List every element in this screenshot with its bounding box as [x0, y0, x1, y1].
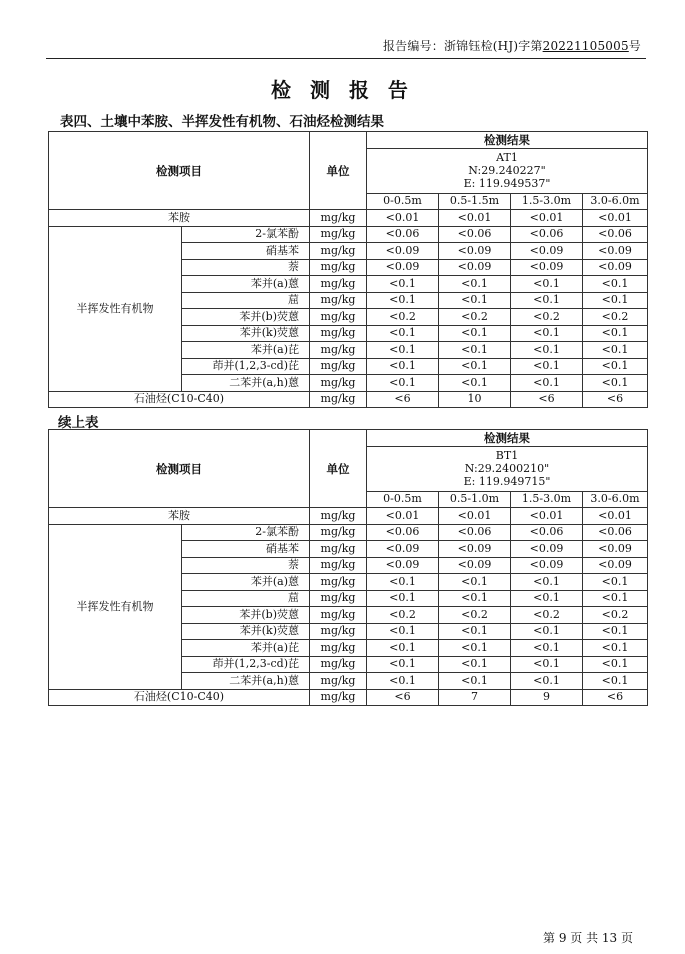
site-longitude: E: 119.949715" — [463, 475, 551, 488]
value-cell: <0.1 — [367, 375, 439, 392]
depth-header: 0-0.5m — [367, 491, 439, 508]
value-cell: <0.2 — [439, 607, 511, 624]
value-cell: <6 — [511, 391, 583, 408]
value-cell: 7 — [439, 689, 511, 706]
unit-cell: mg/kg — [310, 259, 367, 276]
value-cell: <0.1 — [511, 623, 583, 640]
report-number — [383, 37, 641, 54]
unit-cell: mg/kg — [310, 541, 367, 558]
unit-cell: mg/kg — [310, 243, 367, 260]
value-cell: <0.1 — [511, 673, 583, 690]
report-number-value: 20221105005 — [542, 39, 629, 53]
page-number: 第 9 页 共 13 页 — [543, 931, 633, 945]
unit-cell: mg/kg — [310, 689, 367, 706]
value-cell: <0.1 — [583, 375, 648, 392]
analyte-name: 䓛 — [182, 590, 310, 607]
value-cell: <0.01 — [583, 210, 648, 227]
value-cell: <0.06 — [583, 226, 648, 243]
analyte-name: 苯并(k)荧蒽 — [182, 623, 310, 640]
value-cell: <0.06 — [439, 524, 511, 541]
value-cell: <0.1 — [367, 276, 439, 293]
value-cell: <0.09 — [439, 557, 511, 574]
value-cell: <0.2 — [511, 607, 583, 624]
value-cell: <0.09 — [511, 243, 583, 260]
report-number-label: 报告编号：浙锦钰检(HJ)字第 — [382, 39, 543, 53]
value-cell: <0.1 — [511, 574, 583, 591]
analyte-name: 苯并(a)蒽 — [182, 276, 310, 293]
value-cell: <0.1 — [367, 358, 439, 375]
unit-cell: mg/kg — [310, 607, 367, 624]
unit-cell: mg/kg — [310, 574, 367, 591]
depth-header: 0-0.5m — [367, 193, 439, 210]
analyte-name: 苯并(a)芘 — [182, 640, 310, 657]
unit-cell: mg/kg — [310, 524, 367, 541]
value-cell: <0.1 — [367, 640, 439, 657]
value-cell: <0.01 — [439, 508, 511, 525]
value-cell: <0.09 — [439, 259, 511, 276]
value-cell: <0.01 — [367, 210, 439, 227]
value-cell: 9 — [511, 689, 583, 706]
section-title: 表四、土壤中苯胺、半挥发性有机物、石油烃检测结果 — [60, 114, 384, 130]
table-row — [49, 524, 648, 541]
unit-cell: mg/kg — [310, 292, 367, 309]
table-row — [49, 391, 648, 408]
value-cell: <0.1 — [439, 325, 511, 342]
analyte-name: 石油烃(C10-C40) — [49, 689, 310, 706]
header-row — [49, 430, 648, 447]
value-cell: <0.2 — [583, 309, 648, 326]
value-cell: <0.1 — [511, 375, 583, 392]
results-header: 检测结果 — [367, 132, 648, 149]
value-cell: <0.1 — [511, 342, 583, 359]
value-cell: <6 — [583, 391, 648, 408]
unit-header: 单位 — [310, 132, 367, 210]
header-row — [49, 132, 648, 149]
value-cell: <0.09 — [511, 259, 583, 276]
unit-cell: mg/kg — [310, 226, 367, 243]
value-cell: <0.1 — [583, 590, 648, 607]
value-cell: <0.1 — [439, 623, 511, 640]
value-cell: <0.1 — [511, 656, 583, 673]
value-cell: <0.09 — [583, 557, 648, 574]
value-cell: <0.1 — [367, 623, 439, 640]
analyte-name: 萘 — [182, 259, 310, 276]
value-cell: <0.1 — [511, 325, 583, 342]
analyte-name: 二苯并(a,h)蒽 — [182, 375, 310, 392]
value-cell: <0.1 — [439, 656, 511, 673]
value-cell: <0.1 — [511, 358, 583, 375]
analyte-name: 苯并(k)荧蒽 — [182, 325, 310, 342]
analyte-name: 苯并(a)蒽 — [182, 574, 310, 591]
report-number-suffix: 号 — [628, 39, 641, 53]
unit-cell: mg/kg — [310, 623, 367, 640]
value-cell: <0.2 — [583, 607, 648, 624]
sampling-location — [367, 148, 648, 193]
value-cell: <0.06 — [367, 226, 439, 243]
depth-header: 1.5-3.0m — [511, 491, 583, 508]
analyte-name: 硝基苯 — [182, 541, 310, 558]
value-cell: <0.1 — [583, 640, 648, 657]
value-cell: <0.1 — [583, 358, 648, 375]
item-header: 检测项目 — [49, 132, 310, 210]
value-cell: <0.09 — [367, 541, 439, 558]
value-cell: <0.1 — [583, 325, 648, 342]
value-cell: <0.09 — [367, 557, 439, 574]
unit-cell: mg/kg — [310, 391, 367, 408]
value-cell: <0.09 — [439, 243, 511, 260]
value-cell: <0.09 — [583, 541, 648, 558]
site-code: BT1 — [495, 449, 519, 462]
value-cell: <0.1 — [439, 358, 511, 375]
table-row — [49, 210, 648, 227]
depth-header: 0.5-1.5m — [439, 193, 511, 210]
analyte-name: 石油烃(C10-C40) — [49, 391, 310, 408]
value-cell: <0.1 — [439, 342, 511, 359]
value-cell: <0.1 — [511, 640, 583, 657]
value-cell: <0.1 — [439, 276, 511, 293]
value-cell: <0.1 — [439, 574, 511, 591]
value-cell: <0.1 — [583, 292, 648, 309]
unit-cell: mg/kg — [310, 210, 367, 227]
value-cell: 10 — [439, 391, 511, 408]
depth-header: 1.5-3.0m — [511, 193, 583, 210]
analyte-name: 苯胺 — [49, 210, 310, 227]
analyte-name: 2-氯苯酚 — [182, 226, 310, 243]
unit-cell: mg/kg — [310, 309, 367, 326]
value-cell: <0.06 — [511, 226, 583, 243]
results-table-bt1 — [48, 429, 648, 706]
value-cell: <6 — [367, 391, 439, 408]
sampling-location — [367, 446, 648, 491]
analyte-name: 硝基苯 — [182, 243, 310, 260]
unit-cell: mg/kg — [310, 375, 367, 392]
value-cell: <0.1 — [511, 276, 583, 293]
unit-cell: mg/kg — [310, 656, 367, 673]
continued-title: 续上表 — [58, 415, 99, 431]
value-cell: <0.01 — [511, 210, 583, 227]
value-cell: <0.1 — [367, 292, 439, 309]
value-cell: <0.1 — [439, 375, 511, 392]
unit-cell: mg/kg — [310, 640, 367, 657]
analyte-name: 苯并(a)芘 — [182, 342, 310, 359]
value-cell: <0.2 — [511, 309, 583, 326]
site-latitude: N:29.240227" — [468, 164, 546, 177]
unit-header: 单位 — [310, 430, 367, 508]
depth-header: 3.0-6.0m — [583, 491, 648, 508]
value-cell: <0.1 — [583, 276, 648, 293]
table-row — [49, 508, 648, 525]
value-cell: <0.1 — [367, 325, 439, 342]
value-cell: <0.09 — [511, 557, 583, 574]
analyte-group: 半挥发性有机物 — [49, 524, 182, 689]
results-table-at1 — [48, 131, 648, 408]
value-cell: <0.1 — [511, 292, 583, 309]
value-cell: <0.06 — [439, 226, 511, 243]
unit-cell: mg/kg — [310, 557, 367, 574]
value-cell: <0.1 — [367, 656, 439, 673]
value-cell: <0.2 — [439, 309, 511, 326]
value-cell: <6 — [583, 689, 648, 706]
unit-cell: mg/kg — [310, 508, 367, 525]
unit-cell: mg/kg — [310, 325, 367, 342]
site-code: AT1 — [496, 151, 518, 164]
value-cell: <0.1 — [367, 342, 439, 359]
unit-cell: mg/kg — [310, 276, 367, 293]
unit-cell: mg/kg — [310, 590, 367, 607]
analyte-name: 2-氯苯酚 — [182, 524, 310, 541]
value-cell: <0.1 — [439, 640, 511, 657]
value-cell: <0.2 — [367, 309, 439, 326]
value-cell: <0.1 — [583, 673, 648, 690]
value-cell: <0.06 — [367, 524, 439, 541]
value-cell: <0.09 — [511, 541, 583, 558]
value-cell: <0.01 — [367, 508, 439, 525]
value-cell: <0.09 — [439, 541, 511, 558]
results-header: 检测结果 — [367, 430, 648, 447]
header-rule — [46, 58, 646, 59]
analyte-group: 半挥发性有机物 — [49, 226, 182, 391]
value-cell: <0.01 — [439, 210, 511, 227]
depth-header: 0.5-1.0m — [439, 491, 511, 508]
value-cell: <0.1 — [583, 656, 648, 673]
page-title: 检 测 报 告 — [271, 78, 414, 102]
unit-cell: mg/kg — [310, 358, 367, 375]
site-latitude: N:29.2400210" — [464, 462, 550, 475]
unit-cell: mg/kg — [310, 673, 367, 690]
value-cell: <0.1 — [439, 673, 511, 690]
value-cell: <0.1 — [367, 673, 439, 690]
value-cell: <0.09 — [583, 259, 648, 276]
value-cell: <6 — [367, 689, 439, 706]
depth-header: 3.0-6.0m — [583, 193, 648, 210]
value-cell: <0.06 — [511, 524, 583, 541]
value-cell: <0.06 — [583, 524, 648, 541]
analyte-name: 䓛 — [182, 292, 310, 309]
unit-cell: mg/kg — [310, 342, 367, 359]
value-cell: <0.09 — [367, 259, 439, 276]
table-row — [49, 226, 648, 243]
value-cell: <0.2 — [367, 607, 439, 624]
value-cell: <0.1 — [583, 623, 648, 640]
analyte-name: 苯并(b)荧蒽 — [182, 607, 310, 624]
value-cell: <0.01 — [511, 508, 583, 525]
value-cell: <0.01 — [583, 508, 648, 525]
table-row — [49, 689, 648, 706]
value-cell: <0.1 — [583, 342, 648, 359]
value-cell: <0.1 — [439, 590, 511, 607]
value-cell: <0.1 — [583, 574, 648, 591]
value-cell: <0.09 — [583, 243, 648, 260]
value-cell: <0.1 — [367, 574, 439, 591]
analyte-name: 茚并(1,2,3-cd)芘 — [182, 358, 310, 375]
value-cell: <0.09 — [367, 243, 439, 260]
site-longitude: E: 119.949537" — [463, 177, 551, 190]
value-cell: <0.1 — [511, 590, 583, 607]
value-cell: <0.1 — [439, 292, 511, 309]
analyte-name: 二苯并(a,h)蒽 — [182, 673, 310, 690]
analyte-name: 苯并(b)荧蒽 — [182, 309, 310, 326]
analyte-name: 茚并(1,2,3-cd)芘 — [182, 656, 310, 673]
item-header: 检测项目 — [49, 430, 310, 508]
value-cell: <0.1 — [367, 590, 439, 607]
analyte-name: 萘 — [182, 557, 310, 574]
analyte-name: 苯胺 — [49, 508, 310, 525]
